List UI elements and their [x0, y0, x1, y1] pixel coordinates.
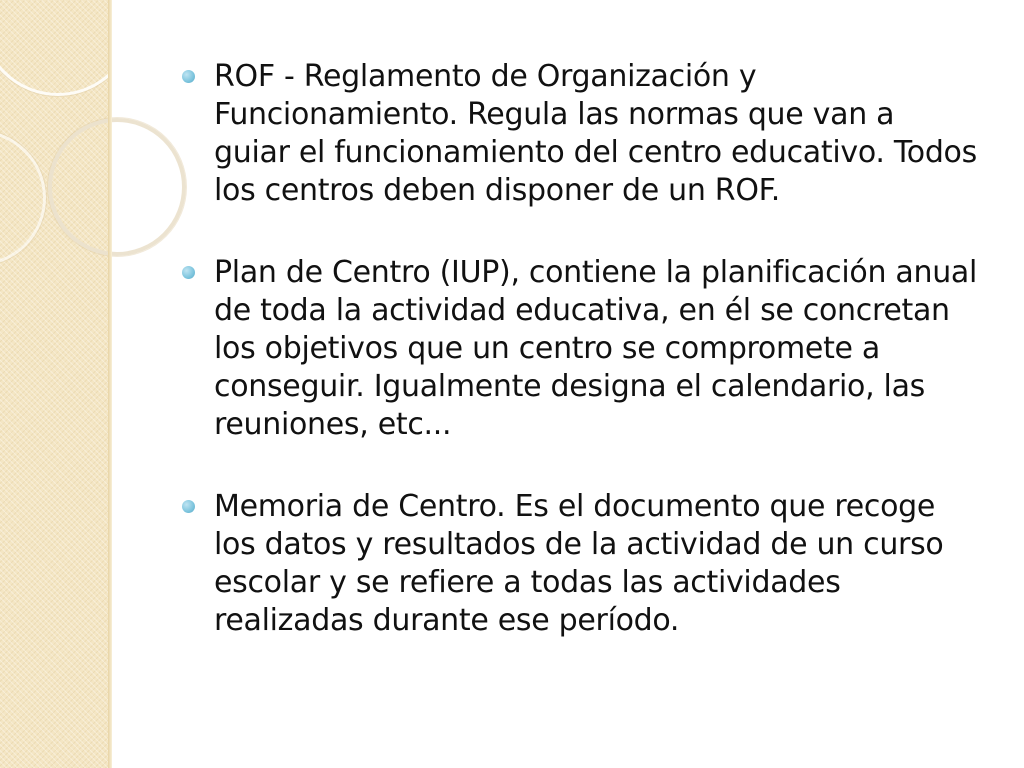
bullet-icon — [182, 70, 195, 83]
bullet-item-memoria-de-centro — [178, 488, 978, 640]
bullet-text: Plan de Centro (IUP), contiene la planificación anual de toda la actividad educativa, en él se concretan los objetivos que un centro se compromete a conseguir. Igualmente designa el calendario, las reuniones, etc... — [214, 255, 978, 442]
decorative-side-band — [0, 0, 112, 768]
decorative-ring — [0, 0, 112, 96]
bullet-icon — [182, 266, 195, 279]
decorative-ring — [0, 130, 46, 266]
bullet-list — [178, 58, 978, 684]
bullet-item-rof — [178, 58, 978, 210]
bullet-item-plan-de-centro — [178, 254, 978, 444]
bullet-text: ROF - Reglamento de Organización y Funcionamiento. Regula las normas que van a guiar el funcionamiento del centro educativo. Todos los centros deben disponer de un ROF. — [214, 59, 977, 208]
decorative-ring — [48, 118, 186, 256]
bullet-icon — [182, 500, 195, 513]
bullet-text: Memoria de Centro. Es el documento que recoge los datos y resultados de la actividad de un curso escolar y se refiere a todas las actividades realizadas durante ese período. — [214, 489, 944, 638]
band-edge — [108, 0, 112, 768]
